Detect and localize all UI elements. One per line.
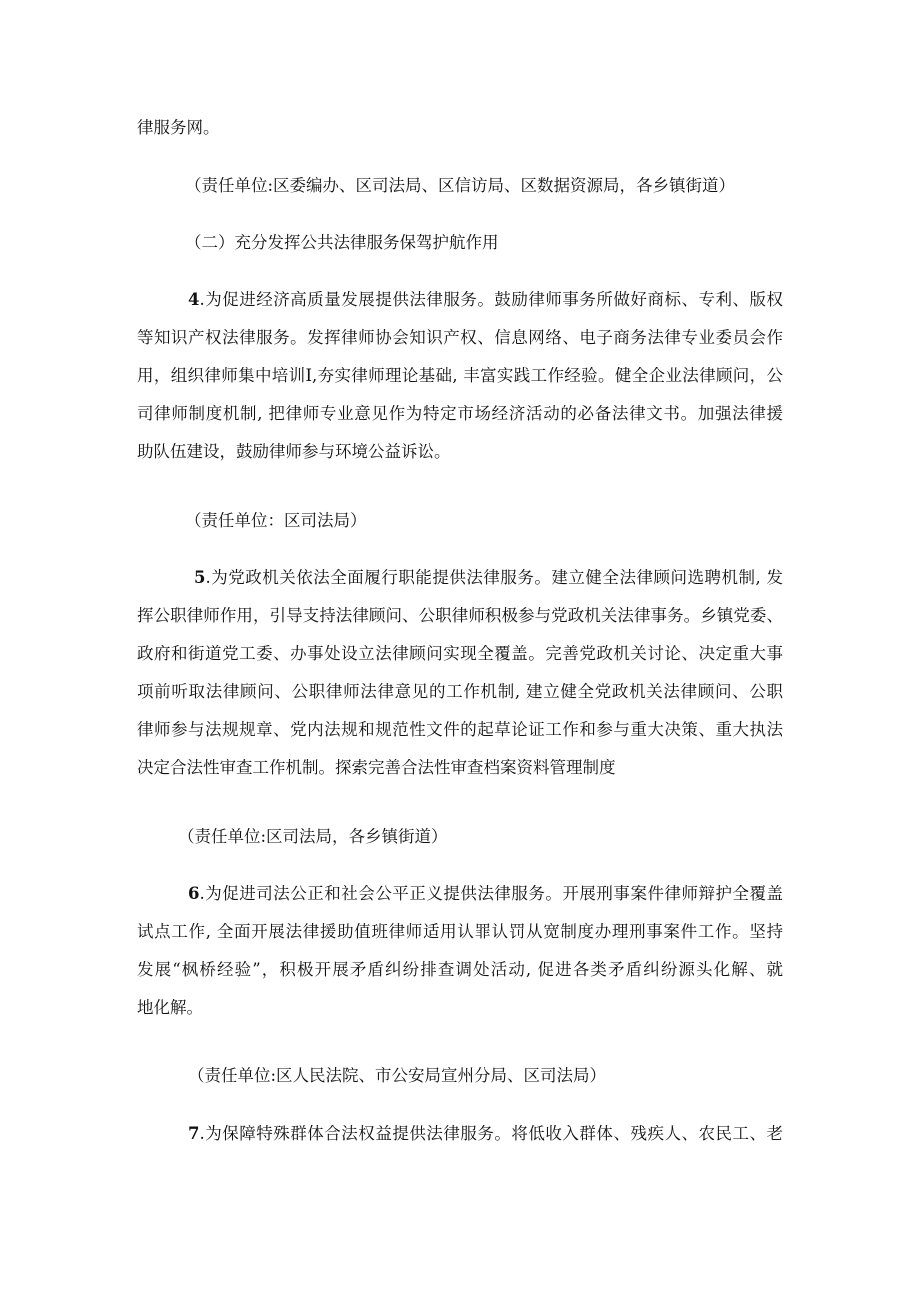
paragraph-line: 律师参与法规规章、党内法规和规范性文件的起草论证工作和参与重大决策、重大执法	[137, 720, 783, 739]
paragraph-line: 用，组织律师集中培训I,夯实律师理论基础, 丰富实践工作经验。健全企业法律顾问，公	[137, 366, 783, 385]
paragraph-line: 项前听取法律顾问、公职律师法律意见的工作机制, 建立健全党政机关法律顾问、公职	[137, 682, 783, 701]
paragraph-line: 挥公职律师作用，引导支持法律顾问、公职律师积极参与党政机关法律事务。乡镇党委、	[137, 606, 783, 625]
responsibility-note: （责任单位：区司法局）	[185, 511, 367, 530]
paragraph-line: 助队伍建设，鼓励律师参与环境公益诉讼。	[137, 442, 451, 461]
item-number: 7	[188, 1124, 200, 1143]
item-6-first-line	[188, 882, 783, 906]
item-heading: .为促进经济高质量发展提供法律服务。	[199, 290, 495, 309]
item-heading: .为党政机关依法全面履行职能提供法律服务。	[205, 568, 552, 587]
paragraph-line: 地化解。	[137, 998, 203, 1017]
paragraph-line: 试点工作, 全面开展法律援助值班律师适用认罪认罚从宽制度办理刑事案件工作。坚持	[137, 922, 783, 941]
item-number: 6	[188, 884, 200, 903]
paragraph-line: 政府和街道党工委、办事处设立法律顾问实现全覆盖。完善党政机关讨论、决定重大事	[137, 644, 783, 663]
paragraph-line: 决定合法性审查工作机制。探索完善合法性审查档案资料管理制度	[137, 758, 616, 777]
item-heading: .为保障特殊群体合法权益提供法律服务。	[199, 1124, 512, 1143]
responsibility-note: （责任单位:区委编办、区司法局、区信访局、区数据资源局，各乡镇街道）	[185, 176, 736, 195]
paragraph-line: 发展“枫桥经验”，积极开展矛盾纠纷排查调处活动, 促进各类矛盾纠纷源头化解、就	[137, 960, 783, 979]
item-5-first-line	[194, 566, 783, 590]
item-text: 开展刑事案件律师辩护全覆盖	[562, 884, 783, 903]
item-text: 将低收入群体、残疾人、农民工、老	[511, 1124, 783, 1143]
item-number: 5	[194, 568, 206, 587]
item-text: 建立健全法律顾问选聘机制, 发	[551, 568, 783, 587]
paragraph-line: 等知识产权法律服务。发挥律师协会知识产权、信息网络、电子商务法律专业委员会作	[137, 328, 783, 347]
item-heading: .为促进司法公正和社会公平正义提供法律服务。	[199, 884, 563, 903]
item-text: 鼓励律师事务所做好商标、专利、版权	[494, 290, 783, 309]
item-number: 4	[188, 290, 200, 309]
item-4-first-line	[188, 288, 783, 312]
item-7-first-line	[188, 1122, 783, 1146]
paragraph-line: 律服务网。	[137, 118, 220, 137]
section-heading: （二）充分发挥公共法律服务保驾护航作用	[185, 233, 499, 252]
paragraph-line: 司律师制度机制, 把律师专业意见作为特定市场经济活动的必备法律文书。加强法律援	[137, 404, 783, 423]
responsibility-note: （责任单位:区司法局，各乡镇街道）	[178, 827, 448, 846]
responsibility-note: （责任单位:区人民法院、市公安局宣州分局、区司法局）	[188, 1066, 607, 1085]
